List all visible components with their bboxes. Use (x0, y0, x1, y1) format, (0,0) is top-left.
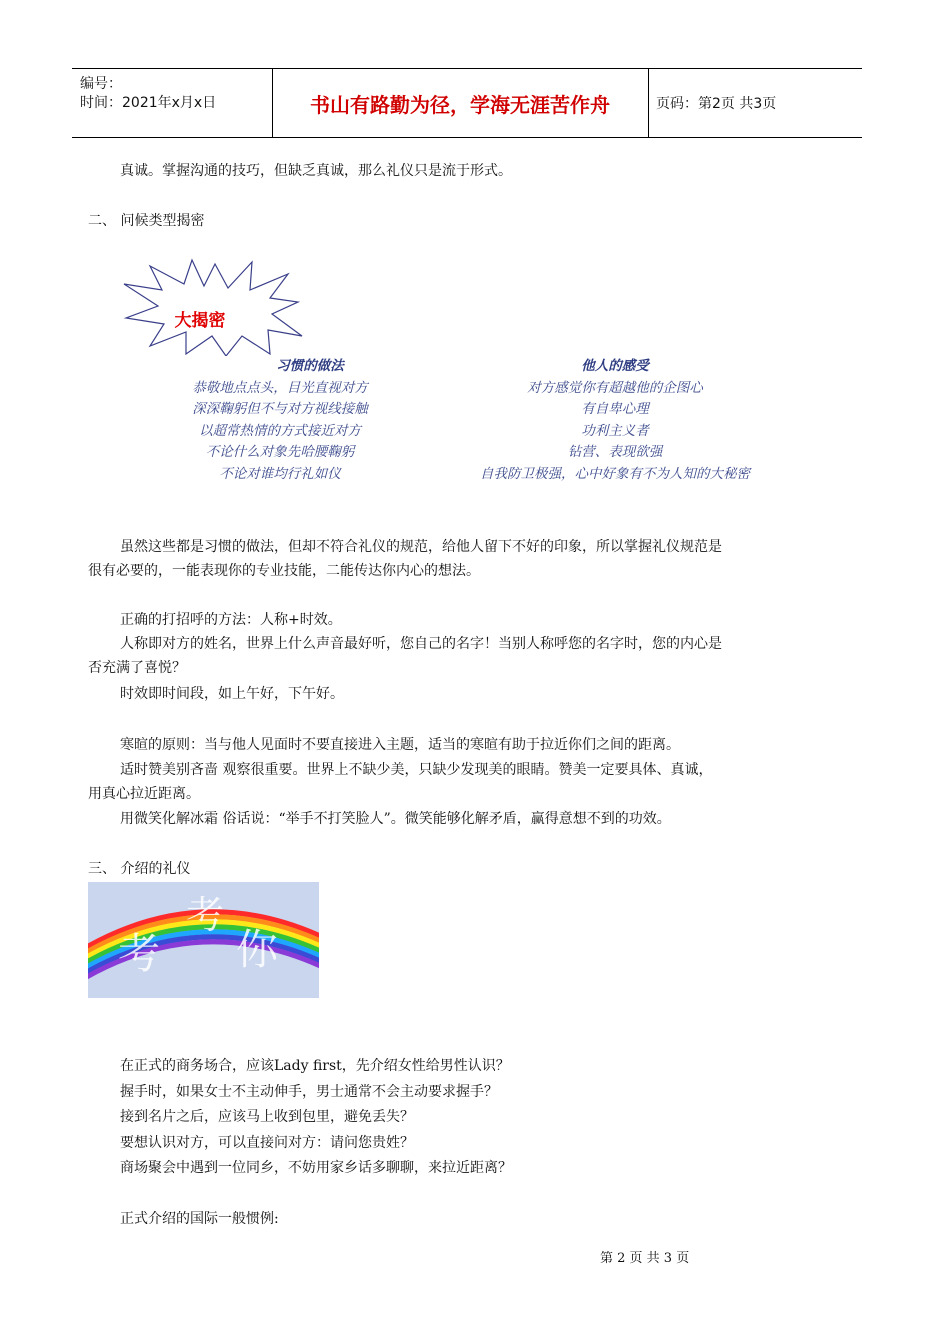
paragraph: 用真心拉近距离。 (88, 786, 200, 802)
feeling-column (440, 356, 790, 485)
paragraph: 否充满了喜悦？ (88, 660, 186, 676)
paragraph: 适时赞美别吝啬 观察很重要。世界上不缺少美，只缺少发现美的眼睛。赞美一定要具体、真诚， (120, 762, 713, 778)
paragraph: 很有必要的，一能表现你的专业技能，二能传达你内心的想法。 (88, 563, 480, 579)
section-heading: 二、 问候类型揭密 (88, 213, 205, 229)
header-motto: 书山有路勤为径，学海无涯苦作舟 (272, 69, 649, 137)
habit-column-heading: 习惯的做法 (276, 358, 344, 374)
paragraph: 正式介绍的国际一般惯例: (120, 1211, 279, 1227)
paragraph: 虽然这些都是习惯的做法，但却不符合礼仪的规范，给他人留下不好的印象，所以掌握礼仪规范是 (120, 539, 722, 555)
header-meta-cell (72, 69, 273, 137)
document-date: 时间：2021年x月x日 (80, 95, 217, 111)
rainbow-char: 考 (118, 929, 161, 978)
list-item: 钻营、表现欲强 (567, 444, 663, 460)
paragraph: 用微笑化解冰霜 俗话说：“举手不打笑脸人”。微笑能够化解矛盾，赢得意想不到的功效。 (120, 811, 671, 827)
page-footer: 第 2 页 共 3 页 (600, 1251, 690, 1266)
list-item: 自我防卫极强，心中好象有不为人知的大秘密 (480, 465, 750, 482)
starburst-icon (120, 256, 310, 356)
paragraph: 正确的打招呼的方法：人称+时效。 (120, 612, 342, 628)
page-header (72, 68, 862, 138)
paragraph: 寒暄的原则：当与他人见面时不要直接进入主题，适当的寒暄有助于拉近你们之间的距离。 (120, 737, 680, 753)
list-item: 恭敬地点点头，目光直视对方 (192, 379, 368, 396)
habit-column (160, 356, 400, 485)
paragraph: 时效即时间段，如上午好，下午好。 (120, 686, 344, 702)
greeting-types-graphic (120, 256, 800, 492)
list-item: 以超常热情的方式接近对方 (199, 422, 361, 439)
rainbow-char: 你 (236, 925, 279, 974)
list-item: 对方感觉你有超越他的企图心 (527, 379, 703, 396)
list-item: 深深鞠躬但不与对方视线接触 (192, 401, 368, 417)
quiz-question: 要想认识对方，可以直接问对方：请问您贵姓？ (120, 1135, 414, 1151)
rainbow-char: 考 (186, 893, 225, 937)
quiz-question: 握手时，如果女士不主动伸手，男士通常不会主动要求握手？ (120, 1084, 498, 1100)
list-item: 功利主义者 (581, 422, 649, 439)
quiz-question: 商场聚会中遇到一位同乡，不妨用家乡话多聊聊，来拉近距离？ (120, 1160, 512, 1176)
quiz-rainbow-image (88, 882, 319, 998)
rainbow-icon (88, 882, 319, 998)
list-item: 不论什么对象先哈腰鞠躬 (205, 444, 355, 460)
feeling-column-heading: 他人的感受 (581, 358, 649, 374)
document-number: 编号： (80, 76, 122, 92)
paragraph: 真诚。掌握沟通的技巧，但缺乏真诚，那么礼仪只是流于形式。 (120, 163, 512, 179)
list-item: 有自卑心理 (581, 401, 649, 417)
header-page-number: 页码：第2页 共3页 (656, 96, 777, 112)
paragraph: 人称即对方的姓名，世界上什么声音最好听，您自己的名字！当别人称呼您的名字时，您的内心是 (120, 636, 722, 652)
quiz-question: 在正式的商务场合，应该Lady first，先介绍女性给男性认识？ (120, 1058, 510, 1074)
list-item: 不论对谁均行礼如仪 (219, 465, 341, 482)
section-heading: 三、 介绍的礼仪 (88, 861, 191, 877)
reveal-badge-text: 大揭密 (174, 311, 226, 331)
quiz-question: 接到名片之后，应该马上收到包里，避免丢失？ (120, 1109, 414, 1125)
